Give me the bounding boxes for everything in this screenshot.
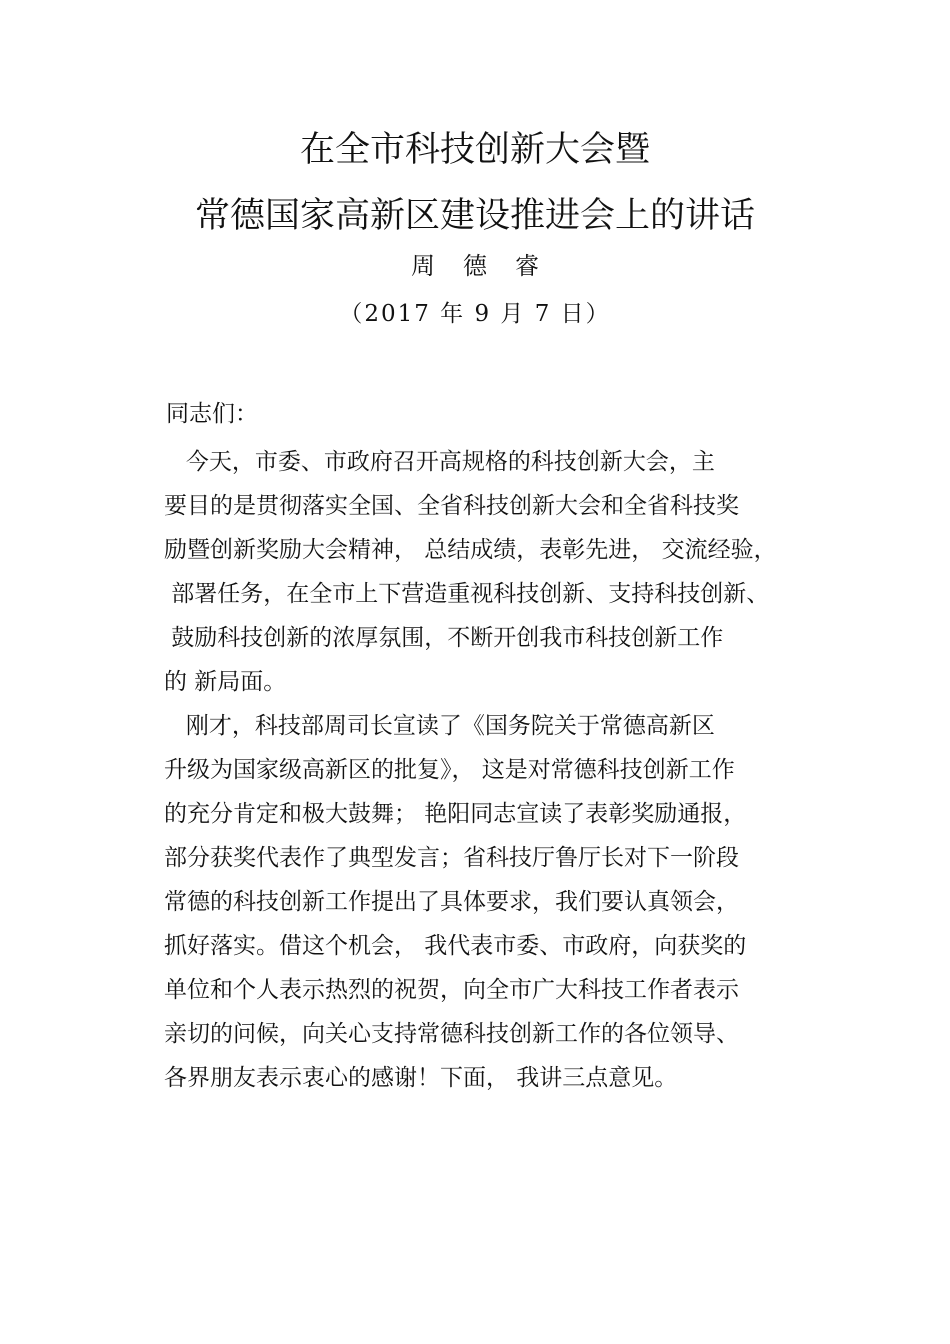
paragraph-line: 单位和个人表示热烈的祝贺，向全市广大科技工作者表示 — [164, 977, 739, 1003]
paragraph-line: 升级为国家级高新区的批复》， 这是对常德科技创新工作 — [164, 757, 735, 783]
paragraph-2 — [164, 704, 804, 1100]
salutation: 同志们： — [166, 401, 258, 427]
paragraph-line: 部署任务，在全市上下营造重视科技创新、支持科技创新、 — [164, 581, 770, 607]
paragraph-line: 鼓励科技创新的浓厚氛围，不断开创我市科技创新工作 — [164, 625, 724, 651]
paragraph-line: 刚才，科技部周司长宣读了《国务院关于常德高新区 — [164, 713, 715, 739]
paragraph-line: 各界朋友表示衷心的感谢！下面， 我讲三点意见。 — [164, 1065, 678, 1091]
paragraph-line: 今天，市委、市政府召开高规格的科技创新大会，主 — [164, 449, 715, 475]
paragraph-line: 的 新局面。 — [164, 669, 287, 695]
paragraph-line: 抓好落实。借这个机会， 我代表市委、市政府，向获奖的 — [164, 933, 747, 959]
document-title-line-2: 常德国家高新区建设推进会上的讲话 — [194, 196, 755, 236]
author-name: 周德睿 — [411, 252, 567, 280]
paragraph-line: 的充分肯定和极大鼓舞； 艳阳同志宣读了表彰奖励通报， — [164, 801, 747, 827]
speech-date: （2017 年 9 月 7 日） — [339, 301, 611, 327]
paragraph-1 — [164, 440, 804, 704]
paragraph-line: 励暨创新奖励大会精神， 总结成绩，表彰先进， 交流经验， — [164, 537, 777, 563]
paragraph-line: 亲切的问候，向关心支持常德科技创新工作的各位领导、 — [164, 1021, 739, 1047]
paragraph-line: 常德的科技创新工作提出了具体要求，我们要认真领会， — [164, 889, 739, 915]
document-title-line-1: 在全市科技创新大会暨 — [299, 130, 650, 170]
paragraph-line: 要目的是贯彻落实全国、全省科技创新大会和全省科技奖 — [164, 493, 739, 519]
paragraph-line: 部分获奖代表作了典型发言；省科技厅鲁厅长对下一阶段 — [164, 845, 739, 871]
